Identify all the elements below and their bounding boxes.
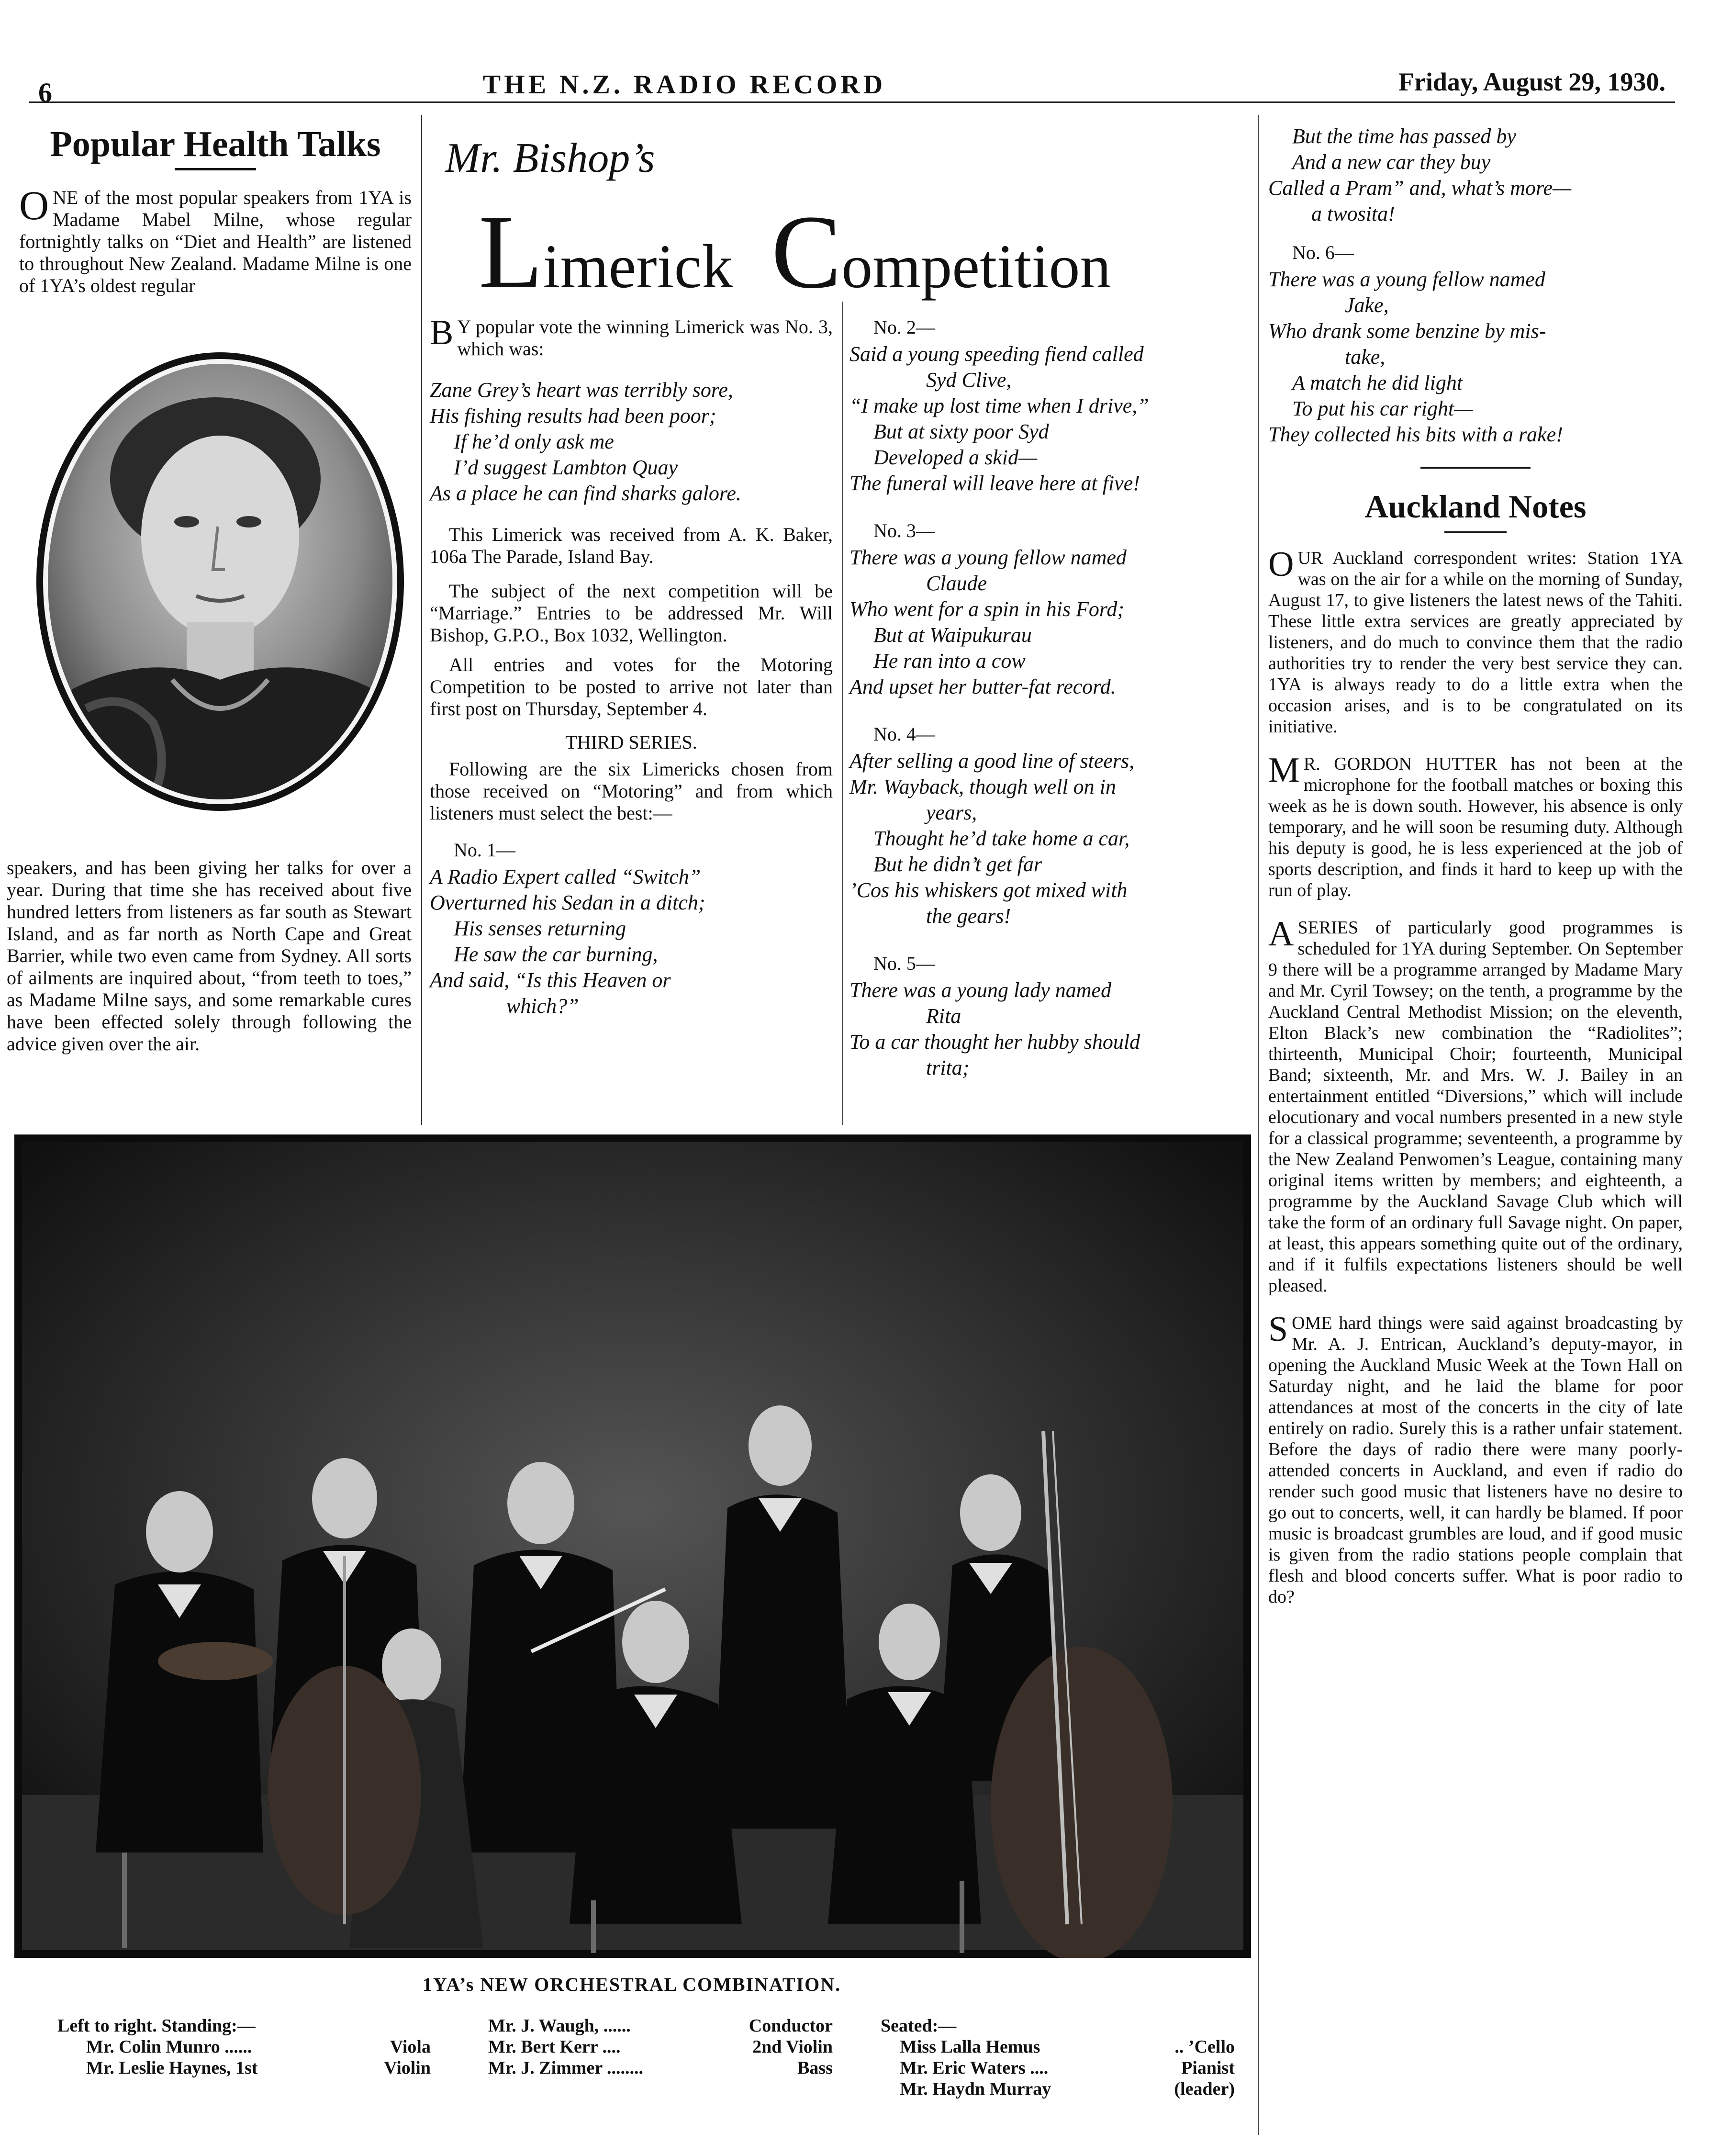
right-column [1268, 124, 1683, 1607]
masthead-rule [29, 101, 1675, 103]
auckland-para-4: SOME hard things were said against broadcasting by Mr. A. J. Entrican, Auckland’s deputy-mayor, in opening the Auckland Music Week at the Town Hall on Saturday night, and he laid the blame for poor attendances at most of the concerts in the city of late entirely on radio. Surely this is a rather unfair statement. Before the days of radio there were many poorly-attended concerts in Auckland, and even if radio do render such good music that listeners have no desire to go out to concerts, well, it can hardly be blamed. If poor music is broadcast grumbles are loud, and if good music is given from the radio stations people complain that flesh and blood concerts suffer. What is poor radio to do? [1268, 1310, 1683, 1607]
caption-standing [57, 2015, 431, 2078]
drop-cap: O [19, 182, 49, 228]
section-rule [1420, 467, 1531, 469]
limerick-number: No. 5— [873, 953, 935, 974]
health-intro: ONE of the most popular speakers from 1YA is Madame Mabel Milne, whose regular fortnightly talks on “Diet and Health” are listened to throughout New Zealand. Madame Milne is one of 1YA’s oldest regular [19, 182, 412, 296]
health-continued: speakers, and has been giving her talks for over a year. During that time she has received about five hundred letters from listeners as far south as Stewart Island, and as far north as North Cape and Great Barrier, while two even came from Sydney. All sorts of ailments are inquired about, “from teeth to toes,” as Madame Milne says, and some remarkable cures have been effected solely through following the advice given over the air. [7, 857, 412, 1055]
next-competition: The subject of the next competition will be “Marriage.” Entries to be addressed Mr. Will Bishop, G.P.O., Box 1032, Wellington. [430, 580, 833, 646]
limerick-number: No. 6— [1292, 242, 1354, 263]
limerick-1: A Radio Expert called “Switch” Overturned his Sedan in a ditch; His senses returning He saw the car burning, And said, “Is this Heaven or which?” [430, 865, 705, 1018]
health-heading: Popular Health Talks [50, 124, 381, 164]
limerick-intro: B Y popular vote the winning Limerick was No. 3, which was: [430, 313, 833, 359]
credit-row: Mr. Leslie Haynes, 1st Violin [86, 2058, 431, 2078]
caption-middle [488, 2015, 833, 2078]
auckland-heading: Auckland Notes [1364, 488, 1587, 525]
heading-rule [175, 168, 256, 170]
auckland-para-2: M R. GORDON HUTTER has not been at the microphone for the football matches or boxing this week as he is down south. However, his absence is only temporary, and he will soon be resuming duty. Although his deputy is good, he is less experienced at the job of sports description, and finds it hard to keep up with the run of play. [1268, 751, 1683, 900]
auckland-para-3: ASERIES of particularly good programmes is scheduled for 1YA during September. On September 9 there will be a programme arranged by Madame Mary and Mr. Cyril Towsey; on the tenth, a programme by the Auckland Central Methodist Mission; on the eleventh, Elton Black’s new combination the “Radiolites”; thirteenth, Municipal Choir; fourteenth, Municipal Band; sixteenth, Mr. and Mrs. W. J. Bailey in an entertainment entitled “Diversions,” which will include elocutionary and vocal numbers presented in a new style for a classical programme; seventeenth, a programme by the New Zealand Penwomen’s League, containing many original items written by members; and eighteenth, a programme by the Auckland Savage Club which will take the form of an ordinary full Savage night. On paper, at least, this appears something quite out of the ordinary, and if it fulfils expectations listeners should be well pleased. [1268, 914, 1683, 1296]
auckland-para-1: OUR Auckland correspondent writes: Station 1YA was on the air for a while on the morning of Sunday, August 17, to give listeners the latest news of the Tahiti. These little extra services are greatly appreciated by listeners, and do much to convince them that the radio authorities try to render the very best service they can. 1YA is always ready to do a little extra when the occasion arises, and is to be congratulated on its initiative. [1268, 545, 1683, 737]
health-continued-block [7, 857, 412, 1055]
competition-title: Limerick Competition [479, 193, 1111, 310]
limerick-2: Said a young speeding fiend called Syd Clive, “I make up lost time when I drive,” But at sixty poor Syd Developed a skid— The funeral will leave here at five! [849, 342, 1149, 495]
health-article [19, 124, 412, 297]
issue-date: Friday, August 29, 1930. [1398, 67, 1665, 96]
limerick-column-1 [430, 313, 833, 1019]
seated-label: Seated:— [881, 2016, 957, 2036]
column-divider-1 [421, 115, 422, 1125]
limerick-number: No. 3— [873, 520, 935, 541]
heading-rule [1444, 531, 1507, 533]
portrait-madame-milne [29, 345, 412, 819]
limerick-number: No. 4— [873, 723, 935, 745]
column-divider-3 [1258, 115, 1259, 2135]
portrait-photo [29, 345, 412, 819]
credit-row: Miss Lalla Hemus .. ’Cello [900, 2037, 1235, 2057]
series-heading: THIRD SERIES. [565, 731, 697, 753]
limerick-5-continued: But the time has passed by And a new car they buy Called a Pram” and, what’s more— a twosita! [1268, 124, 1572, 225]
competition-kicker: Mr. Bishop’s [445, 135, 655, 181]
credit-row: Mr. J. Zimmer ........ Bass [488, 2058, 833, 2078]
masthead [29, 67, 1675, 108]
standing-label: Left to right. Standing:— [57, 2016, 256, 2036]
limerick-number: No. 1— [454, 839, 515, 861]
publication-title: THE N.Z. RADIO RECORD [482, 70, 886, 100]
column-divider-2 [842, 302, 843, 1125]
entries-notice: All entries and votes for the Motoring Competition to be posted to arrive not later than first post on Thursday, September 4. [430, 654, 833, 719]
photo-caption-title: 1YA’s NEW ORCHESTRAL COMBINATION. [422, 1974, 841, 1995]
credit-row: Mr. Eric Waters .... Pianist [900, 2058, 1235, 2078]
limerick-4: After selling a good line of steers, Mr. Wayback, though well on in years, Thought he’d take home a car, But he didn’t get far ’Cos his whiskers got mixed with the gears! [849, 749, 1135, 928]
limerick-column-2 [849, 316, 1252, 1081]
credit-row: Mr. Bert Kerr .... 2nd Violin [488, 2037, 833, 2057]
credit-row: Mr. J. Waugh, ...... Conductor [488, 2016, 833, 2036]
orchestra-photograph [14, 1134, 1251, 1958]
winning-limerick: Zane Grey’s heart was terribly sore, His fishing results had been poor; If he’d only ask me I’d suggest Lambton Quay As a place he can find sharks galore. [430, 378, 741, 505]
limerick-6: There was a young fellow named Jake, Who drank some benzine by mis- take, A match he did light To put his car right— They collected his bits with a rake! [1268, 268, 1563, 446]
orchestra-photo [14, 1134, 1251, 1958]
received-from: This Limerick was received from A. K. Baker, 106a The Parade, Island Bay. [430, 524, 833, 567]
limerick-3: There was a young fellow named Claude Who went for a spin in his Ford; But at Waipukurau He ran into a cow And upset her butter-fat record. [849, 546, 1127, 698]
credit-row: Mr. Haydn Murray (leader) [900, 2079, 1235, 2099]
page-number: 6 [38, 77, 52, 108]
series-intro: Following are the six Limericks chosen from those received on “Motoring” and from which listeners must select the best:— [430, 758, 833, 824]
credit-row: Mr. Colin Munro ...... Viola [86, 2037, 431, 2057]
caption-seated [881, 2015, 1235, 2100]
limerick-number: No. 2— [873, 316, 935, 338]
limerick-5: There was a young lady named Rita To a car thought her hubby should trita; [849, 978, 1140, 1079]
drop-cap: B [430, 313, 454, 352]
